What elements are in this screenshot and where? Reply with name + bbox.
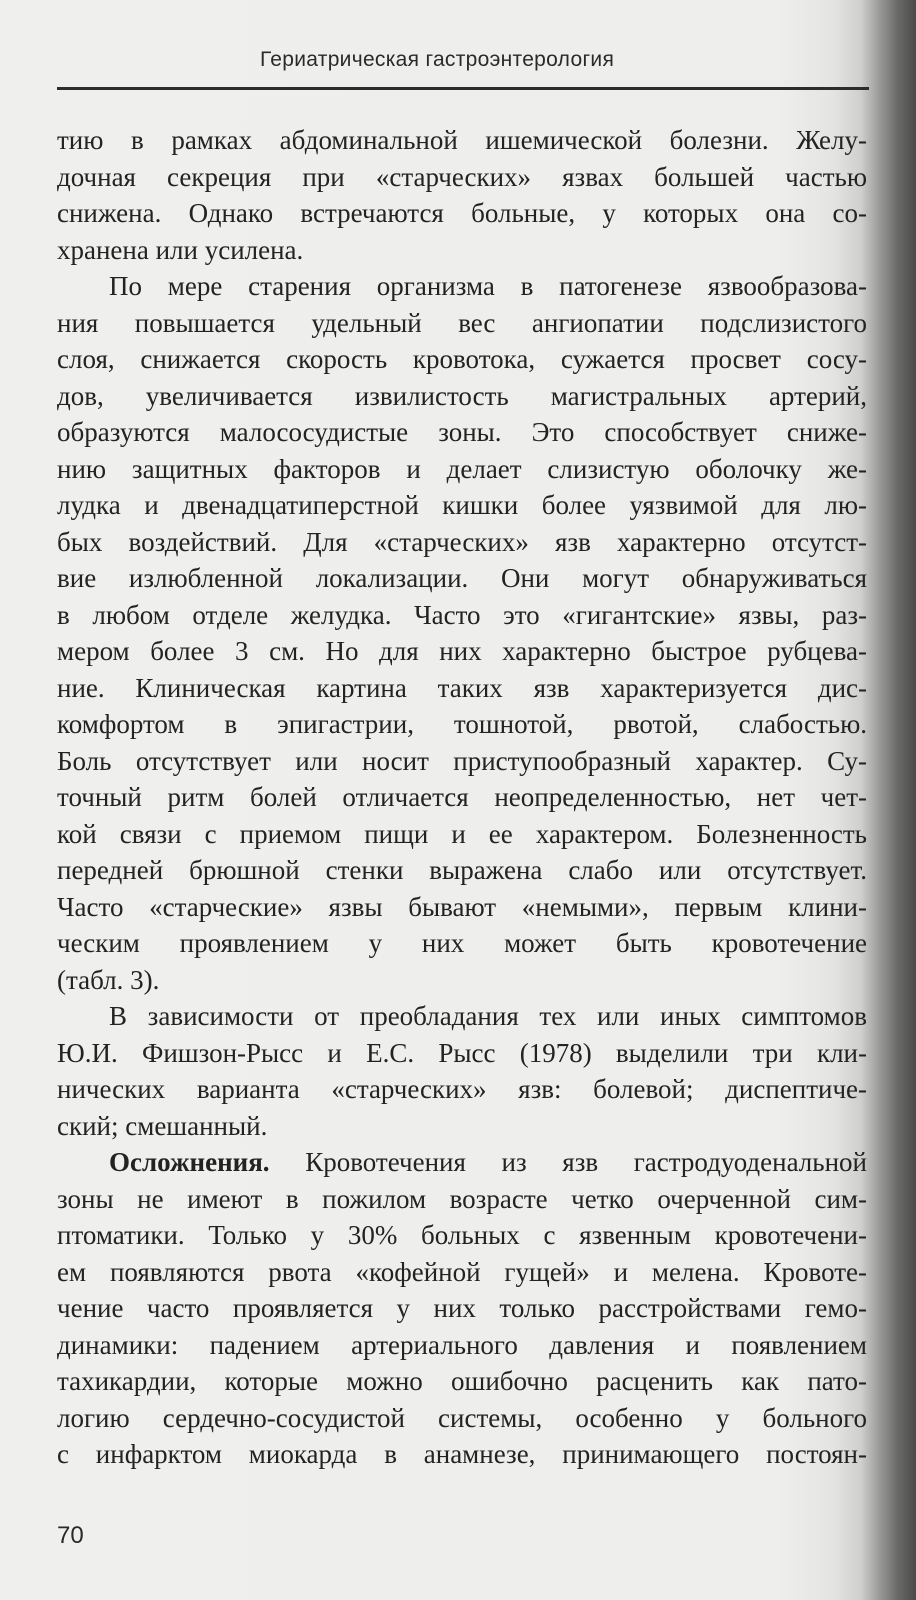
text-line: в любом отделе желудка. Часто это «гигантские» язвы, раз-: [57, 599, 867, 630]
text-line: тахикардии, которые можно ошибочно расценить как пато-: [57, 1366, 867, 1396]
text-line: ем появляются рвота «кофейной гущей» и мелена. Кровоте-: [57, 1256, 867, 1287]
text-line: динамики: падением артериального давления и появлением: [57, 1329, 867, 1360]
text-line: В зависимости от преобладания тех или иных симптомов: [109, 1001, 867, 1031]
body-text: [57, 122, 867, 1473]
text-line: кой связи с приемом пищи и ее характером. Болезненность: [57, 818, 867, 849]
text-line: чение часто проявляется у них только расстройствами гемо-: [57, 1293, 867, 1323]
text-line: комфортом в эпигастрии, тошнотой, рвотой, слабостью.: [57, 709, 867, 739]
text-line: образуются малососудистые зоны. Это способствует сниже-: [57, 417, 867, 447]
text-line: точный ритм болей отличается неопределенностью, нет чет-: [57, 782, 867, 812]
text-line: По мере старения организма в патогенезе язвообразова-: [109, 271, 867, 301]
text-line: лудка и двенадцатиперстной кишки более уязвимой для лю-: [57, 490, 867, 520]
text-line: ческим проявлением у них может быть кровотечение: [57, 928, 867, 958]
text-line: слоя, снижается скорость кровотока, сужается просвет сосу-: [57, 344, 867, 374]
text-line: (табл. 3).: [57, 964, 160, 995]
text-line: Боль отсутствует или носит приступообразный характер. Су-: [57, 745, 867, 776]
running-title: Гериатрическая гастроэнтерология: [260, 48, 615, 71]
header-rule: [57, 87, 869, 90]
text-line: ние. Клиническая картина таких язв характеризуется дис-: [57, 672, 867, 703]
text-line: ский; смешанный.: [57, 1110, 268, 1141]
text-line: дочная секреция при «старческих» язвах большей частью: [57, 161, 867, 192]
text-line: нических варианта «старческих» язв: болевой; диспептиче-: [57, 1074, 867, 1104]
section-lead: Осложнения.: [109, 1147, 270, 1177]
text-line: тию в рамках абдоминальной ишемической болезни. Желу-: [57, 125, 867, 155]
text-line: вие излюбленной локализации. Они могут обнаруживаться: [57, 563, 867, 593]
text-line: нию защитных факторов и делает слизистую оболочку же-: [57, 453, 867, 484]
text-line: хранена или усилена.: [57, 234, 304, 265]
text-line: Ю.И. Фишзон-Рысс и Е.С. Рысс (1978) выделили три кли-: [57, 1037, 867, 1068]
text-line: с инфарктом миокарда в анамнезе, принимающего постоян-: [57, 1439, 867, 1469]
text-line: дов, увеличивается извилистость магистральных артерий,: [57, 380, 867, 411]
text-line: Часто «старческие» язвы бывают «немыми», первым клини-: [57, 891, 867, 922]
text-line: мером более 3 см. Но для них характерно быстрое рубцева-: [57, 636, 867, 666]
text-line: птоматики. Только у 30% больных с язвенным кровотечени-: [57, 1220, 867, 1250]
text-line: логию сердечно-сосудистой системы, особенно у больного: [57, 1402, 867, 1433]
text-line: передней брюшной стенки выражена слабо или отсутствует.: [57, 855, 867, 885]
text-line: зоны не имеют в пожилом возрасте четко очерченной сим-: [57, 1183, 867, 1214]
text-line-rest: Кровотечения из язв гастродуоденальной: [269, 1147, 867, 1177]
page-number: 70: [57, 1522, 84, 1549]
text-line: бых воздействий. Для «старческих» язв характерно отсутст-: [57, 526, 867, 557]
text-line: ния повышается удельный вес ангиопатии подслизистого: [57, 307, 867, 338]
text-line: [57, 1144, 867, 1181]
text-line: снижена. Однако встречаются больные, у которых она со-: [57, 198, 867, 228]
